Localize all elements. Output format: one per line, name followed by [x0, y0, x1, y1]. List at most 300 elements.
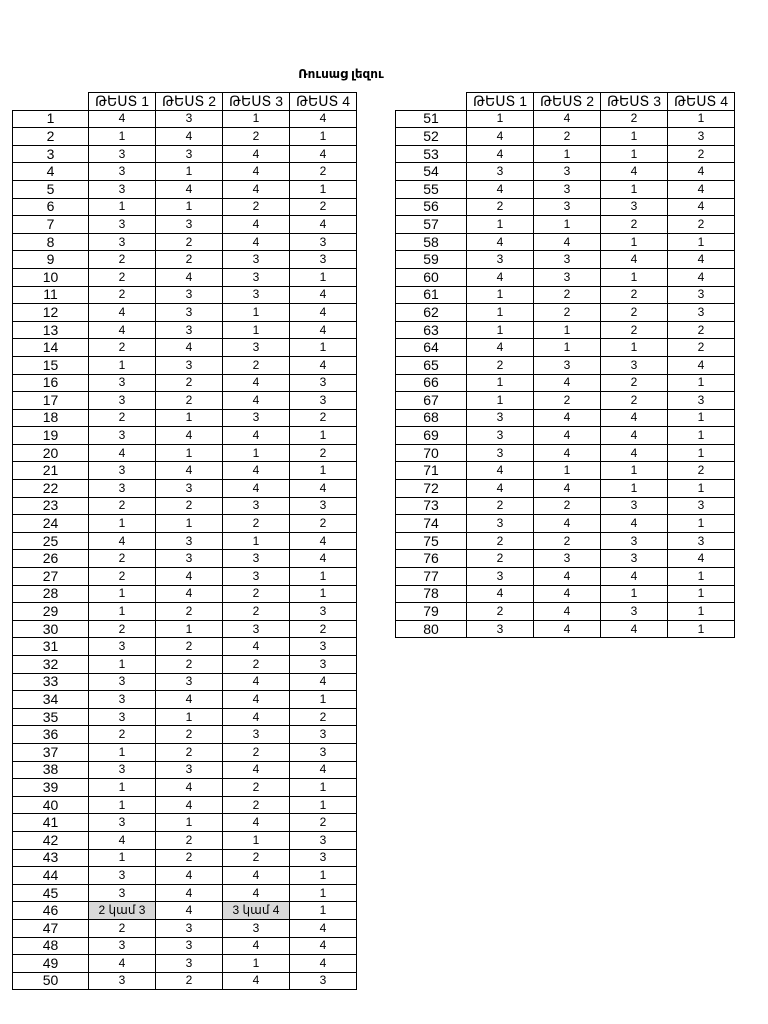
table-row — [396, 233, 735, 251]
table-row — [396, 374, 735, 392]
answer-variant-3: 4 — [223, 462, 290, 480]
table-row — [396, 198, 735, 216]
table-row — [13, 374, 357, 392]
answer-variant-1: 3 — [467, 515, 534, 533]
answer-variant-4: 1 — [290, 796, 357, 814]
answer-variant-2: 3 — [156, 304, 223, 322]
table-row — [396, 180, 735, 198]
table-row — [396, 497, 735, 515]
answer-variant-2: 3 — [156, 110, 223, 128]
header-row — [396, 93, 735, 111]
table-row — [13, 884, 357, 902]
answer-variant-2: 2 — [156, 743, 223, 761]
table-row — [13, 163, 357, 181]
question-number: 36 — [13, 726, 89, 744]
answer-variant-1: 2 — [89, 550, 156, 568]
answer-variant-3: 2 — [223, 796, 290, 814]
answer-variant-3: 1 — [601, 145, 668, 163]
answer-variant-1: 2 — [89, 409, 156, 427]
answer-variant-2: 2 — [534, 128, 601, 146]
answer-variant-3: 2 — [223, 779, 290, 797]
answer-variant-2: 3 — [156, 761, 223, 779]
table-row — [396, 216, 735, 234]
table-row — [396, 603, 735, 621]
question-number: 65 — [396, 356, 467, 374]
answer-variant-3: 4 — [601, 620, 668, 638]
table-row — [13, 251, 357, 269]
answer-variant-2: 1 — [534, 216, 601, 234]
question-number: 31 — [13, 638, 89, 656]
table-row — [13, 497, 357, 515]
table-row — [13, 515, 357, 533]
answer-variant-1: 3 — [89, 814, 156, 832]
answer-variant-4: 3 — [290, 831, 357, 849]
answer-variant-1: 2 — [89, 339, 156, 357]
answer-variant-3: 3 — [223, 268, 290, 286]
question-number: 37 — [13, 743, 89, 761]
answer-variant-1: 4 — [89, 304, 156, 322]
question-number: 29 — [13, 603, 89, 621]
table-row — [396, 145, 735, 163]
question-number: 71 — [396, 462, 467, 480]
answer-variant-1: 3 — [89, 691, 156, 709]
answer-variant-1: 3 — [467, 620, 534, 638]
answer-variant-2: 4 — [156, 779, 223, 797]
answer-variant-1: 2 — [467, 356, 534, 374]
table-row — [13, 462, 357, 480]
answer-variant-2: 4 — [156, 796, 223, 814]
answer-variant-4: 3 — [290, 374, 357, 392]
answer-variant-1: 4 — [467, 339, 534, 357]
question-number: 70 — [396, 444, 467, 462]
table-row — [13, 356, 357, 374]
table-row — [13, 919, 357, 937]
answer-variant-2: 3 — [156, 955, 223, 973]
answer-variant-2: 3 — [156, 216, 223, 234]
answer-variant-3: 1 — [601, 585, 668, 603]
answer-variant-2: 1 — [156, 409, 223, 427]
question-number: 43 — [13, 849, 89, 867]
answer-variant-4: 2 — [290, 515, 357, 533]
answer-variant-4: 4 — [290, 532, 357, 550]
answer-variant-3: 3 — [223, 339, 290, 357]
answer-variant-1: 2 — [467, 532, 534, 550]
answer-variant-4: 1 — [668, 603, 735, 621]
answer-variant-3: 4 — [601, 515, 668, 533]
answer-variant-4: 1 — [290, 902, 357, 920]
table-row — [13, 691, 357, 709]
question-number: 34 — [13, 691, 89, 709]
question-number: 39 — [13, 779, 89, 797]
table-row — [396, 550, 735, 568]
answer-variant-1: 1 — [467, 216, 534, 234]
table-row — [396, 304, 735, 322]
question-number: 20 — [13, 444, 89, 462]
question-number: 66 — [396, 374, 467, 392]
answer-variant-4: 2 — [668, 321, 735, 339]
question-number: 56 — [396, 198, 467, 216]
header-corner — [13, 93, 89, 111]
question-number: 52 — [396, 128, 467, 146]
answer-variant-3: 3 — [223, 550, 290, 568]
answer-variant-2: 4 — [156, 902, 223, 920]
question-number: 1 — [13, 110, 89, 128]
question-number: 19 — [13, 427, 89, 445]
answer-variant-4: 3 — [290, 392, 357, 410]
answer-variant-3: 2 — [223, 743, 290, 761]
question-number: 79 — [396, 603, 467, 621]
table-row — [396, 515, 735, 533]
answer-variant-3: 2 — [601, 392, 668, 410]
answer-variant-2: 3 — [534, 180, 601, 198]
answer-variant-1: 1 — [467, 286, 534, 304]
answer-variant-4: 4 — [668, 198, 735, 216]
answer-variant-4: 3 — [290, 603, 357, 621]
table-row — [396, 251, 735, 269]
answer-variant-3: 4 — [223, 233, 290, 251]
answer-variant-4: 1 — [668, 585, 735, 603]
answer-variant-1: 3 — [467, 444, 534, 462]
answer-variant-3: 2 — [223, 198, 290, 216]
answer-variant-4: 4 — [668, 550, 735, 568]
answer-variant-2: 1 — [156, 444, 223, 462]
table-row — [13, 110, 357, 128]
answer-variant-4: 2 — [290, 163, 357, 181]
answer-variant-3: 1 — [223, 444, 290, 462]
answer-variant-3: 1 — [601, 233, 668, 251]
answer-variant-3: 4 — [223, 180, 290, 198]
table-row — [13, 286, 357, 304]
table-row — [396, 462, 735, 480]
question-number: 12 — [13, 304, 89, 322]
table-row — [13, 480, 357, 498]
answer-variant-1: 4 — [467, 145, 534, 163]
answer-variant-4: 1 — [668, 480, 735, 498]
table-row — [13, 427, 357, 445]
table-row — [396, 321, 735, 339]
table-row — [13, 392, 357, 410]
answer-variant-3: 3 կամ 4 — [223, 902, 290, 920]
table-row — [13, 937, 357, 955]
table-row — [396, 480, 735, 498]
answer-variant-1: 3 — [89, 462, 156, 480]
answer-variant-4: 4 — [668, 251, 735, 269]
table-row — [13, 673, 357, 691]
answer-variant-1: 3 — [89, 374, 156, 392]
answer-variant-2: 2 — [156, 849, 223, 867]
answer-variant-1: 1 — [467, 110, 534, 128]
question-number: 18 — [13, 409, 89, 427]
answer-variant-2: 4 — [534, 444, 601, 462]
answer-variant-4: 2 — [290, 620, 357, 638]
answer-variant-2: 4 — [534, 427, 601, 445]
answer-variant-2: 4 — [534, 110, 601, 128]
question-number: 6 — [13, 198, 89, 216]
answer-variant-4: 2 — [668, 462, 735, 480]
answer-variant-2: 2 — [156, 972, 223, 990]
answer-table-1-50 — [12, 92, 357, 990]
answer-variant-2: 4 — [156, 180, 223, 198]
answer-variant-2: 1 — [534, 145, 601, 163]
answer-variant-1: 1 — [467, 304, 534, 322]
question-number: 7 — [13, 216, 89, 234]
answer-variant-4: 1 — [668, 409, 735, 427]
answer-variant-1: 2 — [89, 251, 156, 269]
answer-variant-1: 3 — [89, 216, 156, 234]
answer-table-51-80 — [395, 92, 735, 638]
answer-variant-3: 3 — [601, 532, 668, 550]
table-row — [13, 796, 357, 814]
answer-variant-2: 4 — [156, 462, 223, 480]
answer-variant-2: 4 — [156, 427, 223, 445]
answer-variant-1: 3 — [467, 409, 534, 427]
question-number: 47 — [13, 919, 89, 937]
table-row — [13, 532, 357, 550]
answer-variant-2: 2 — [534, 286, 601, 304]
answer-variant-4: 4 — [290, 937, 357, 955]
table-row — [13, 831, 357, 849]
table-row — [13, 339, 357, 357]
table-row — [13, 972, 357, 990]
answer-variant-4: 1 — [290, 339, 357, 357]
answer-variant-1: 4 — [467, 128, 534, 146]
question-number: 64 — [396, 339, 467, 357]
answer-variant-3: 1 — [223, 304, 290, 322]
answer-variant-3: 4 — [601, 409, 668, 427]
answer-variant-2: 3 — [534, 268, 601, 286]
answer-variant-3: 4 — [223, 216, 290, 234]
answer-variant-2: 4 — [156, 339, 223, 357]
question-number: 22 — [13, 480, 89, 498]
answer-variant-1: 2 կամ 3 — [89, 902, 156, 920]
answer-variant-1: 1 — [89, 585, 156, 603]
answer-variant-1: 4 — [89, 532, 156, 550]
answer-variant-4: 2 — [290, 444, 357, 462]
answer-variant-4: 2 — [668, 339, 735, 357]
answer-variant-2: 3 — [534, 356, 601, 374]
answer-variant-4: 2 — [668, 145, 735, 163]
answer-variant-1: 3 — [89, 180, 156, 198]
answer-variant-4: 2 — [290, 198, 357, 216]
answer-variant-2: 2 — [156, 656, 223, 674]
question-number: 13 — [13, 321, 89, 339]
answer-variant-3: 4 — [223, 145, 290, 163]
answer-variant-3: 4 — [223, 392, 290, 410]
answer-variant-3: 4 — [223, 691, 290, 709]
answer-variant-1: 1 — [467, 321, 534, 339]
answer-variant-1: 2 — [467, 198, 534, 216]
answer-variant-4: 1 — [668, 233, 735, 251]
question-number: 53 — [396, 145, 467, 163]
table-row — [13, 568, 357, 586]
table-row — [13, 444, 357, 462]
answer-variant-2: 3 — [156, 673, 223, 691]
answer-variant-3: 2 — [601, 216, 668, 234]
answer-variant-2: 2 — [156, 603, 223, 621]
question-number: 58 — [396, 233, 467, 251]
answer-variant-3: 3 — [601, 356, 668, 374]
answer-variant-4: 1 — [290, 427, 357, 445]
answer-variant-1: 4 — [89, 955, 156, 973]
question-number: 78 — [396, 585, 467, 603]
answer-variant-4: 3 — [290, 656, 357, 674]
answer-variant-3: 2 — [601, 286, 668, 304]
answer-variant-1: 2 — [89, 726, 156, 744]
question-number: 38 — [13, 761, 89, 779]
answer-variant-1: 2 — [467, 550, 534, 568]
answer-variant-4: 4 — [668, 180, 735, 198]
question-number: 80 — [396, 620, 467, 638]
answer-variant-3: 3 — [223, 286, 290, 304]
question-number: 72 — [396, 480, 467, 498]
answer-variant-3: 1 — [223, 532, 290, 550]
table-row — [396, 163, 735, 181]
answer-variant-4: 1 — [290, 128, 357, 146]
question-number: 60 — [396, 268, 467, 286]
answer-variant-1: 1 — [89, 128, 156, 146]
table-row — [396, 532, 735, 550]
question-number: 15 — [13, 356, 89, 374]
answer-variant-4: 4 — [290, 673, 357, 691]
answer-variant-2: 3 — [534, 550, 601, 568]
header-variant-4: ԹԵՍՏ 4 — [290, 93, 357, 111]
answer-variant-2: 1 — [156, 163, 223, 181]
answer-variant-3: 1 — [601, 462, 668, 480]
question-number: 14 — [13, 339, 89, 357]
table-row — [13, 409, 357, 427]
answer-variant-3: 1 — [601, 180, 668, 198]
answer-variant-3: 2 — [601, 374, 668, 392]
answer-variant-1: 3 — [89, 233, 156, 251]
answer-variant-4: 1 — [668, 110, 735, 128]
question-number: 51 — [396, 110, 467, 128]
answer-variant-2: 3 — [156, 550, 223, 568]
question-number: 4 — [13, 163, 89, 181]
answer-variant-4: 1 — [290, 180, 357, 198]
answer-variant-2: 4 — [156, 128, 223, 146]
answer-variant-4: 4 — [290, 110, 357, 128]
answer-variant-3: 2 — [223, 603, 290, 621]
table-row — [13, 708, 357, 726]
answer-variant-1: 2 — [89, 497, 156, 515]
question-number: 67 — [396, 392, 467, 410]
answer-variant-3: 4 — [223, 708, 290, 726]
table-row — [13, 550, 357, 568]
answer-variant-2: 3 — [534, 198, 601, 216]
question-number: 62 — [396, 304, 467, 322]
answer-variant-4: 4 — [290, 145, 357, 163]
answer-variant-4: 3 — [668, 497, 735, 515]
table-row — [13, 743, 357, 761]
question-number: 68 — [396, 409, 467, 427]
answer-variant-1: 3 — [467, 568, 534, 586]
table-row — [396, 286, 735, 304]
answer-variant-1: 2 — [89, 919, 156, 937]
header-variant-4: ԹԵՍՏ 4 — [668, 93, 735, 111]
table-row — [13, 638, 357, 656]
question-number: 26 — [13, 550, 89, 568]
answer-variant-3: 4 — [223, 814, 290, 832]
answer-variant-2: 3 — [156, 286, 223, 304]
answer-variant-4: 3 — [668, 532, 735, 550]
question-number: 57 — [396, 216, 467, 234]
answer-variant-3: 1 — [223, 831, 290, 849]
header-variant-3: ԹԵՍՏ 3 — [601, 93, 668, 111]
table-row — [13, 902, 357, 920]
answer-variant-1: 1 — [89, 849, 156, 867]
answer-variant-1: 1 — [467, 392, 534, 410]
answer-variant-2: 3 — [156, 145, 223, 163]
answer-variant-4: 3 — [668, 128, 735, 146]
answer-variant-4: 4 — [668, 356, 735, 374]
answer-variant-3: 4 — [223, 673, 290, 691]
answer-variant-3: 3 — [601, 497, 668, 515]
header-variant-1: ԹԵՍՏ 1 — [467, 93, 534, 111]
table-row — [396, 409, 735, 427]
answer-variant-4: 1 — [290, 691, 357, 709]
question-number: 25 — [13, 532, 89, 550]
answer-variant-1: 1 — [89, 796, 156, 814]
answer-variant-4: 1 — [668, 427, 735, 445]
answer-variant-1: 3 — [89, 708, 156, 726]
question-number: 41 — [13, 814, 89, 832]
answer-variant-1: 1 — [89, 603, 156, 621]
answer-variant-3: 2 — [223, 128, 290, 146]
question-number: 45 — [13, 884, 89, 902]
question-number: 35 — [13, 708, 89, 726]
question-number: 16 — [13, 374, 89, 392]
table-row — [396, 427, 735, 445]
answer-variant-4: 1 — [290, 867, 357, 885]
answer-variant-2: 3 — [534, 251, 601, 269]
answer-variant-2: 4 — [534, 409, 601, 427]
answer-variant-1: 2 — [467, 603, 534, 621]
answer-variant-3: 4 — [223, 374, 290, 392]
answer-variant-3: 3 — [223, 568, 290, 586]
answer-variant-1: 3 — [89, 867, 156, 885]
table-row — [13, 585, 357, 603]
question-number: 8 — [13, 233, 89, 251]
answer-variant-2: 1 — [156, 708, 223, 726]
answer-variant-2: 4 — [534, 585, 601, 603]
question-number: 3 — [13, 145, 89, 163]
answer-variant-1: 4 — [467, 233, 534, 251]
answer-variant-3: 2 — [601, 304, 668, 322]
answer-variant-4: 1 — [290, 268, 357, 286]
answer-variant-2: 3 — [534, 163, 601, 181]
answer-variant-4: 3 — [668, 286, 735, 304]
question-number: 46 — [13, 902, 89, 920]
answer-variant-2: 1 — [156, 515, 223, 533]
answer-variant-3: 4 — [223, 163, 290, 181]
answer-variant-4: 1 — [290, 585, 357, 603]
answer-variant-2: 2 — [156, 374, 223, 392]
answer-variant-2: 1 — [156, 814, 223, 832]
answer-variant-4: 3 — [290, 251, 357, 269]
table-row — [13, 216, 357, 234]
table-row — [13, 955, 357, 973]
answer-variant-4: 3 — [290, 233, 357, 251]
table-row — [396, 585, 735, 603]
table-row — [13, 849, 357, 867]
table-row — [13, 128, 357, 146]
answer-variant-1: 3 — [467, 427, 534, 445]
header-variant-1: ԹԵՍՏ 1 — [89, 93, 156, 111]
answer-variant-2: 2 — [156, 233, 223, 251]
answer-variant-1: 1 — [89, 515, 156, 533]
answer-variant-4: 2 — [668, 216, 735, 234]
answer-variant-1: 3 — [89, 480, 156, 498]
